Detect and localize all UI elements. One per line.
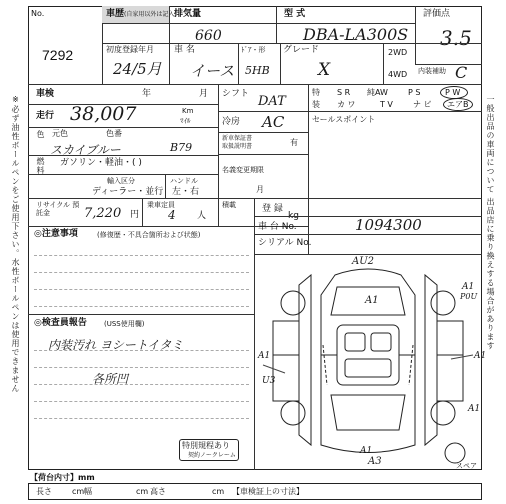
mark-a1-left: A1	[258, 351, 271, 361]
left-side-note: ※必ず油性ボールペンをご使用下さい。水性ボールペンは使用できません	[11, 95, 20, 393]
no-label: No.	[31, 9, 45, 18]
caution-sub: (修復歴・不具合箇所および状態)	[97, 231, 201, 239]
mileage-label: 走行	[36, 111, 55, 121]
chassis-value: 1094300	[355, 216, 422, 234]
mark-a1-front-right: A1	[462, 282, 475, 292]
equip-6: 装	[312, 100, 320, 109]
special-sub: 契約ノークレーム	[188, 452, 236, 459]
doors-value: 5HB	[245, 64, 270, 77]
grade-score-value: 3.5	[440, 26, 472, 50]
mark-pou: P0U	[460, 292, 478, 301]
color-no-label: 色番	[106, 129, 122, 138]
equip-4: P S	[408, 88, 421, 97]
inspector-sub: (USS使用欄)	[104, 320, 145, 328]
model-value: DBA-LA300S	[303, 25, 409, 44]
fuel-label: 燃料	[36, 157, 45, 175]
warranty-check: 有	[290, 138, 298, 147]
ac-label: 冷房	[222, 117, 241, 127]
interior-value: C	[455, 63, 468, 82]
grade-value: X	[318, 60, 331, 80]
import-label: 輸入区分	[107, 177, 135, 185]
mileage-value: 38,007	[70, 103, 137, 125]
fuel-options: ガソリン・軽油・( )	[60, 158, 142, 168]
car-name-value: イース	[190, 62, 235, 80]
equip-7: カ ワ	[337, 100, 356, 109]
mark-au2: AU2	[352, 256, 375, 267]
handle-value: 左・右	[172, 187, 200, 197]
equip-2: S R	[337, 88, 351, 97]
reg-label: 登 録	[262, 204, 283, 214]
capacity-unit: 人	[197, 211, 207, 221]
ac-value: AC	[262, 113, 285, 131]
spare-label: スペア	[456, 462, 477, 470]
drive-4wd: 4WD	[388, 70, 408, 79]
type-sub: (自家用以外は記入)	[124, 11, 177, 18]
first-reg-label: 初度登録年月	[106, 45, 154, 54]
inspector-label: ◎検査員報告	[34, 318, 87, 328]
mark-u3: U3	[262, 376, 276, 386]
chassis-label: 車 台 No.	[258, 222, 297, 232]
length-unit: cm	[72, 487, 85, 496]
type-label: 車歴	[106, 9, 125, 19]
new-car-warranty: 新車保証書	[222, 135, 253, 142]
cc-label: 排気量	[174, 9, 202, 19]
car-name-label: 車 名	[174, 45, 195, 55]
equip-9: ナ ビ	[413, 100, 432, 109]
cargo-label: 【荷台内寸】mm	[30, 473, 95, 482]
car-damage-diagram	[255, 255, 481, 469]
height-label: 高さ	[150, 487, 166, 496]
capacity-value: 4	[168, 208, 176, 222]
color-value: スカイブルー	[50, 143, 121, 157]
caution-label: ◎注意事項	[34, 229, 78, 239]
color-no-value: B79	[170, 141, 193, 154]
year-label: 年	[142, 89, 152, 99]
inspector-note-1: 内装汚れ ヨシートイタミ	[48, 338, 184, 352]
lot-number: 7292	[42, 47, 74, 63]
width-label: 幅	[84, 487, 92, 496]
capacity-label: 乗車定員	[147, 201, 175, 209]
weight-unit: kg	[288, 211, 299, 221]
mark-a1-rear: A1	[360, 446, 373, 456]
first-reg-value: 24/5月	[113, 60, 162, 78]
doors-label: ﾄﾞｱ・形	[241, 46, 266, 54]
equip-8: T V	[380, 100, 393, 109]
right-side-note: 一般出品の車両について 出品店に乗り換えする場合があります	[486, 95, 495, 351]
equip-1: 特	[312, 88, 320, 97]
inspector-note-2: 各所凹	[92, 372, 129, 386]
equip-3: 純AW	[367, 88, 388, 97]
recycle-label: リサイクル 預託金	[36, 201, 80, 217]
loading-note: 【車検証上の寸法】	[232, 487, 304, 496]
mile-label: ﾏｲﾙ	[180, 117, 191, 125]
history-label: 名義変更期限	[222, 166, 264, 174]
mark-a1-roof: A1	[365, 295, 379, 306]
special-label: 特別規程あり	[182, 441, 230, 450]
length-label: 長さ	[36, 487, 52, 496]
import-value: ディーラー・並行	[92, 187, 164, 197]
weight-label: 積載	[222, 201, 236, 209]
serial-label: シリアル No.	[258, 238, 312, 248]
interior-label: 内装補助	[418, 67, 446, 75]
mark-a3: A3	[368, 456, 382, 467]
mark-a1-right: A1	[474, 351, 487, 361]
month-label: 月	[199, 89, 209, 99]
recycle-value: 7,220	[84, 206, 122, 221]
shift-label: シフト	[222, 89, 250, 99]
history-month: 月	[256, 185, 264, 194]
handle-label: ハンドル	[170, 177, 198, 185]
equip-5: P W	[445, 88, 461, 97]
mark-a1-rear-right: A1	[468, 404, 481, 414]
recycle-unit: 円	[130, 210, 140, 220]
shift-value: DAT	[258, 94, 286, 109]
cc-value: 660	[195, 28, 222, 44]
original-color-label: 元色	[52, 129, 68, 138]
equip-10: エアB	[447, 100, 469, 109]
grade-score-label: 評価点	[423, 9, 451, 19]
shaken-label: 車検	[36, 89, 55, 99]
model-label: 型 式	[284, 9, 306, 19]
manual-label: 取扱説明書	[222, 143, 253, 150]
grade-label: グレード	[283, 45, 320, 55]
height-unit: cm	[212, 487, 225, 496]
km-label: Km	[182, 107, 194, 115]
width-unit: cm	[136, 487, 149, 496]
drive-2wd: 2WD	[388, 48, 408, 57]
sales-point-label: セールスポイント	[312, 115, 376, 124]
